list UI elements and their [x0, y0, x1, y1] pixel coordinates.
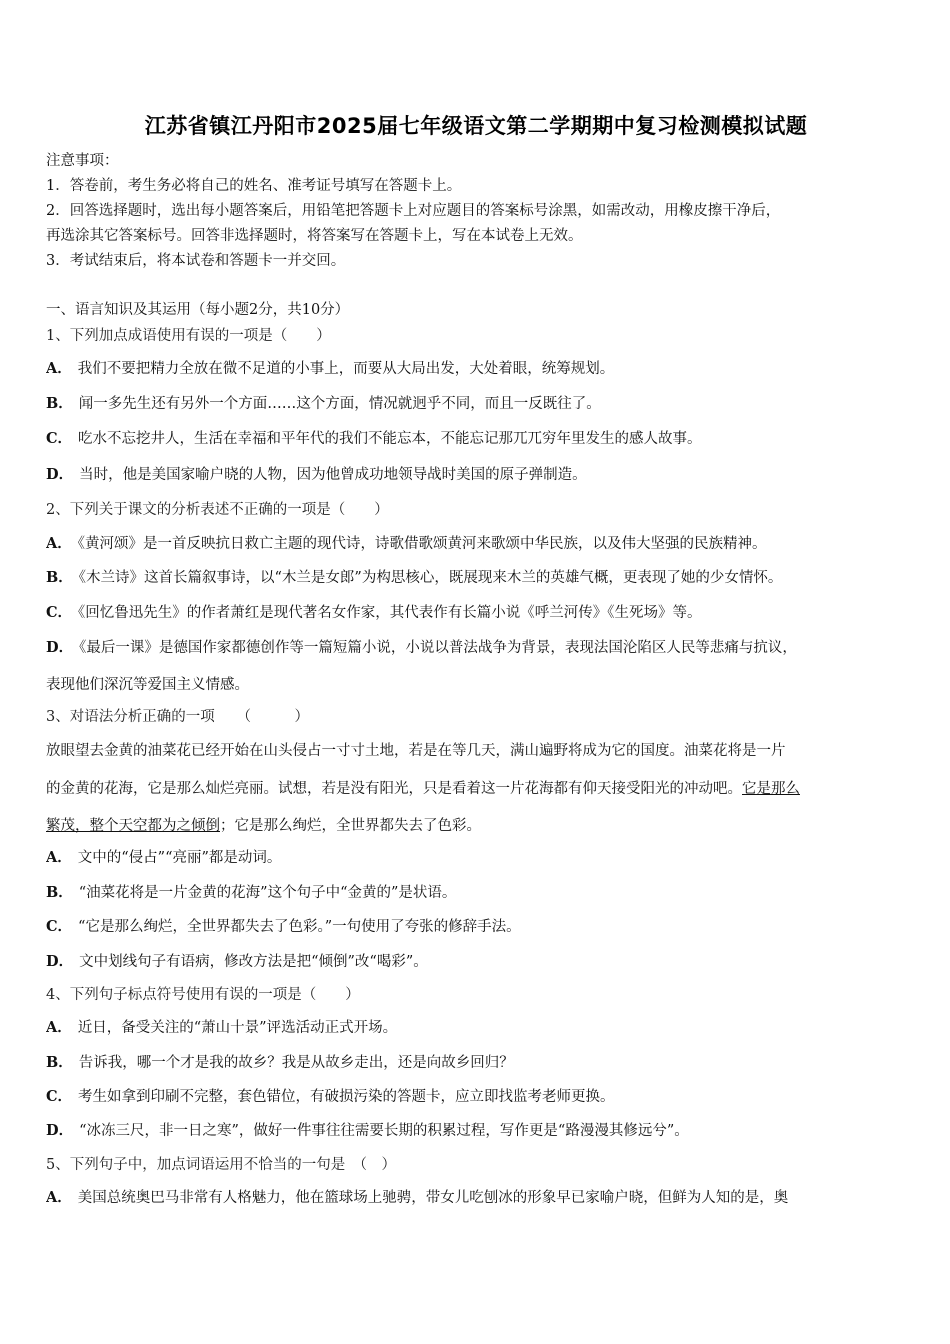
option-label: B． — [46, 1054, 73, 1071]
option-label: A． — [46, 1189, 72, 1206]
q4-option-c — [46, 1087, 906, 1107]
option-label: B． — [46, 884, 73, 901]
option-text: 文中的“侵占”“亮丽”都是动词。 — [77, 850, 282, 866]
option-label: A． — [46, 535, 72, 552]
option-label: C． — [46, 604, 73, 621]
option-label: B． — [46, 395, 73, 412]
option-label: A． — [46, 360, 72, 377]
q2-option-b — [46, 568, 906, 588]
option-text: 《黄河颂》是一首反映抗日救亡主题的现代诗，诗歌借歌颂黄河来歌颂中华民族，以及伟大坚强的民族精神。 — [77, 536, 767, 552]
q3-passage-line — [46, 816, 906, 836]
q3-option-d — [46, 952, 906, 972]
option-label: A． — [46, 849, 72, 866]
q2-option-c — [46, 603, 906, 623]
option-label: C． — [46, 1088, 73, 1105]
q3-passage-line: 放眼望去金黄的油菜花已经开始在山头侵占一寸寸土地，若是在等几天，满山遍野将成为它的国度。油菜花将是一片 — [46, 743, 786, 759]
option-text: 当时，他是美国家喻户晓的人物，因为他曾成功地领导战时美国的原子弹制造。 — [79, 467, 587, 483]
q3-option-c — [46, 917, 906, 937]
q2-option-a — [46, 534, 906, 554]
passage-text: 的金黄的花海，它是那么灿烂亮丽。试想，若是没有阳光，只是看着这一片花海都有仰天接受阳光的冲动吧。 — [46, 781, 742, 797]
option-text: 吃水不忘挖井人，生活在幸福和平年代的我们不能忘本，不能忘记那兀兀穷年里发生的感人故事。 — [78, 431, 702, 447]
notice-heading: 注意事项： — [46, 153, 119, 169]
notice-item: 2．回答选择题时，选出每小题答案后，用铅笔把答题卡上对应题目的答案标号涂黑，如需改动，用橡皮擦干净后， — [46, 203, 781, 219]
notice-item: 1．答卷前，考生务必将自己的姓名、准考证号填写在答题卡上。 — [46, 178, 462, 194]
question-5-stem: 5、下列句子中，加点词语运用不恰当的一句是 （ ） — [46, 1157, 396, 1173]
q1-option-b — [46, 394, 906, 414]
q2-option-d — [46, 638, 906, 658]
option-label: D． — [46, 466, 74, 483]
option-text: “它是那么绚烂，全世界都失去了色彩。”一句使用了夸张的修辞手法。 — [78, 919, 521, 935]
option-label: C． — [46, 430, 73, 447]
underlined-sentence: 它是那么 — [742, 781, 800, 797]
question-1-stem: 1、下列加点成语使用有误的一项是（ ） — [46, 328, 331, 344]
option-text: “冰冻三尺，非一日之寒”，做好一件事往往需要长期的积累过程，写作更是“路漫漫其修远兮”。 — [79, 1123, 689, 1139]
q3-option-a — [46, 848, 906, 868]
q1-option-d — [46, 465, 906, 485]
q1-option-c — [46, 429, 906, 449]
notice-item: 3．考试结束后，将本试卷和答题卡一并交回。 — [46, 253, 346, 269]
option-text: 考生如拿到印刷不完整，套色错位，有破损污染的答题卡，应立即找监考老师更换。 — [78, 1089, 615, 1105]
question-2-stem: 2、下列关于课文的分析表述不正确的一项是（ ） — [46, 502, 389, 518]
option-label: D． — [46, 639, 74, 656]
q5-option-a — [46, 1188, 906, 1208]
option-text: 我们不要把精力全放在微不足道的小事上，而要从大局出发，大处着眼，统筹规划。 — [77, 361, 615, 377]
passage-text: ；它是那么绚烂，全世界都失去了色彩。 — [220, 818, 481, 834]
option-label: C． — [46, 918, 73, 935]
option-text: 美国总统奥巴马非常有人格魅力，他在篮球场上驰骋，带女儿吃刨冰的形象早已家喻户晓，但鲜为人知的是，奥 — [77, 1190, 789, 1206]
underlined-sentence: 繁茂，整个天空都为之倾倒 — [46, 818, 220, 834]
option-text: 近日，备受关注的“萧山十景”评选活动正式开场。 — [77, 1020, 398, 1036]
option-text: 告诉我，哪一个才是我的故乡？我是从故乡走出，还是向故乡回归？ — [78, 1055, 514, 1071]
option-label: A． — [46, 1019, 72, 1036]
option-text: 闻一多先生还有另外一个方面……这个方面，情况就迥乎不同，而且一反既往了。 — [78, 396, 601, 412]
question-3-stem: 3、对语法分析正确的一项 （ ） — [46, 709, 309, 725]
question-4-stem: 4、下列句子标点符号使用有误的一项是（ ） — [46, 987, 360, 1003]
q4-option-a — [46, 1018, 906, 1038]
q4-option-b — [46, 1053, 906, 1073]
q3-passage-line — [46, 779, 906, 799]
option-text: 《最后一课》是德国作家都德创作等一篇短篇小说，小说以普法战争为背景，表现法国沦陷区人民等悲痛与抗议， — [79, 640, 797, 656]
q1-option-a — [46, 359, 906, 379]
option-label: B． — [46, 569, 73, 586]
page-title: 江苏省镇江丹阳市2025届七年级语文第二学期期中复习检测模拟试题 — [144, 114, 808, 138]
q4-option-d — [46, 1121, 906, 1141]
option-text: 文中划线句子有语病，修改方法是把“倾倒”改“喝彩”。 — [79, 954, 428, 970]
option-label: D． — [46, 1122, 74, 1139]
section-heading: 一、语言知识及其运用（每小题2分，共10分） — [46, 302, 350, 318]
q2-option-d-cont: 表现他们深沉等爱国主义情感。 — [46, 677, 249, 693]
option-label: D． — [46, 953, 74, 970]
option-text: 《木兰诗》这首长篇叙事诗，以“木兰是女郎”为构思核心，既展现来木兰的英雄气概，更表现了她的少女情怀。 — [78, 570, 783, 586]
q3-option-b — [46, 883, 906, 903]
notice-item: 再选涂其它答案标号。回答非选择题时，将答案写在答题卡上，写在本试卷上无效。 — [46, 228, 583, 244]
option-text: 《回忆鲁迅先生》的作者萧红是现代著名女作家，其代表作有长篇小说《呼兰河传》《生死场》等。 — [78, 605, 702, 621]
option-text: “油菜花将是一片金黄的花海”这个句子中“金黄的”是状语。 — [78, 885, 457, 901]
